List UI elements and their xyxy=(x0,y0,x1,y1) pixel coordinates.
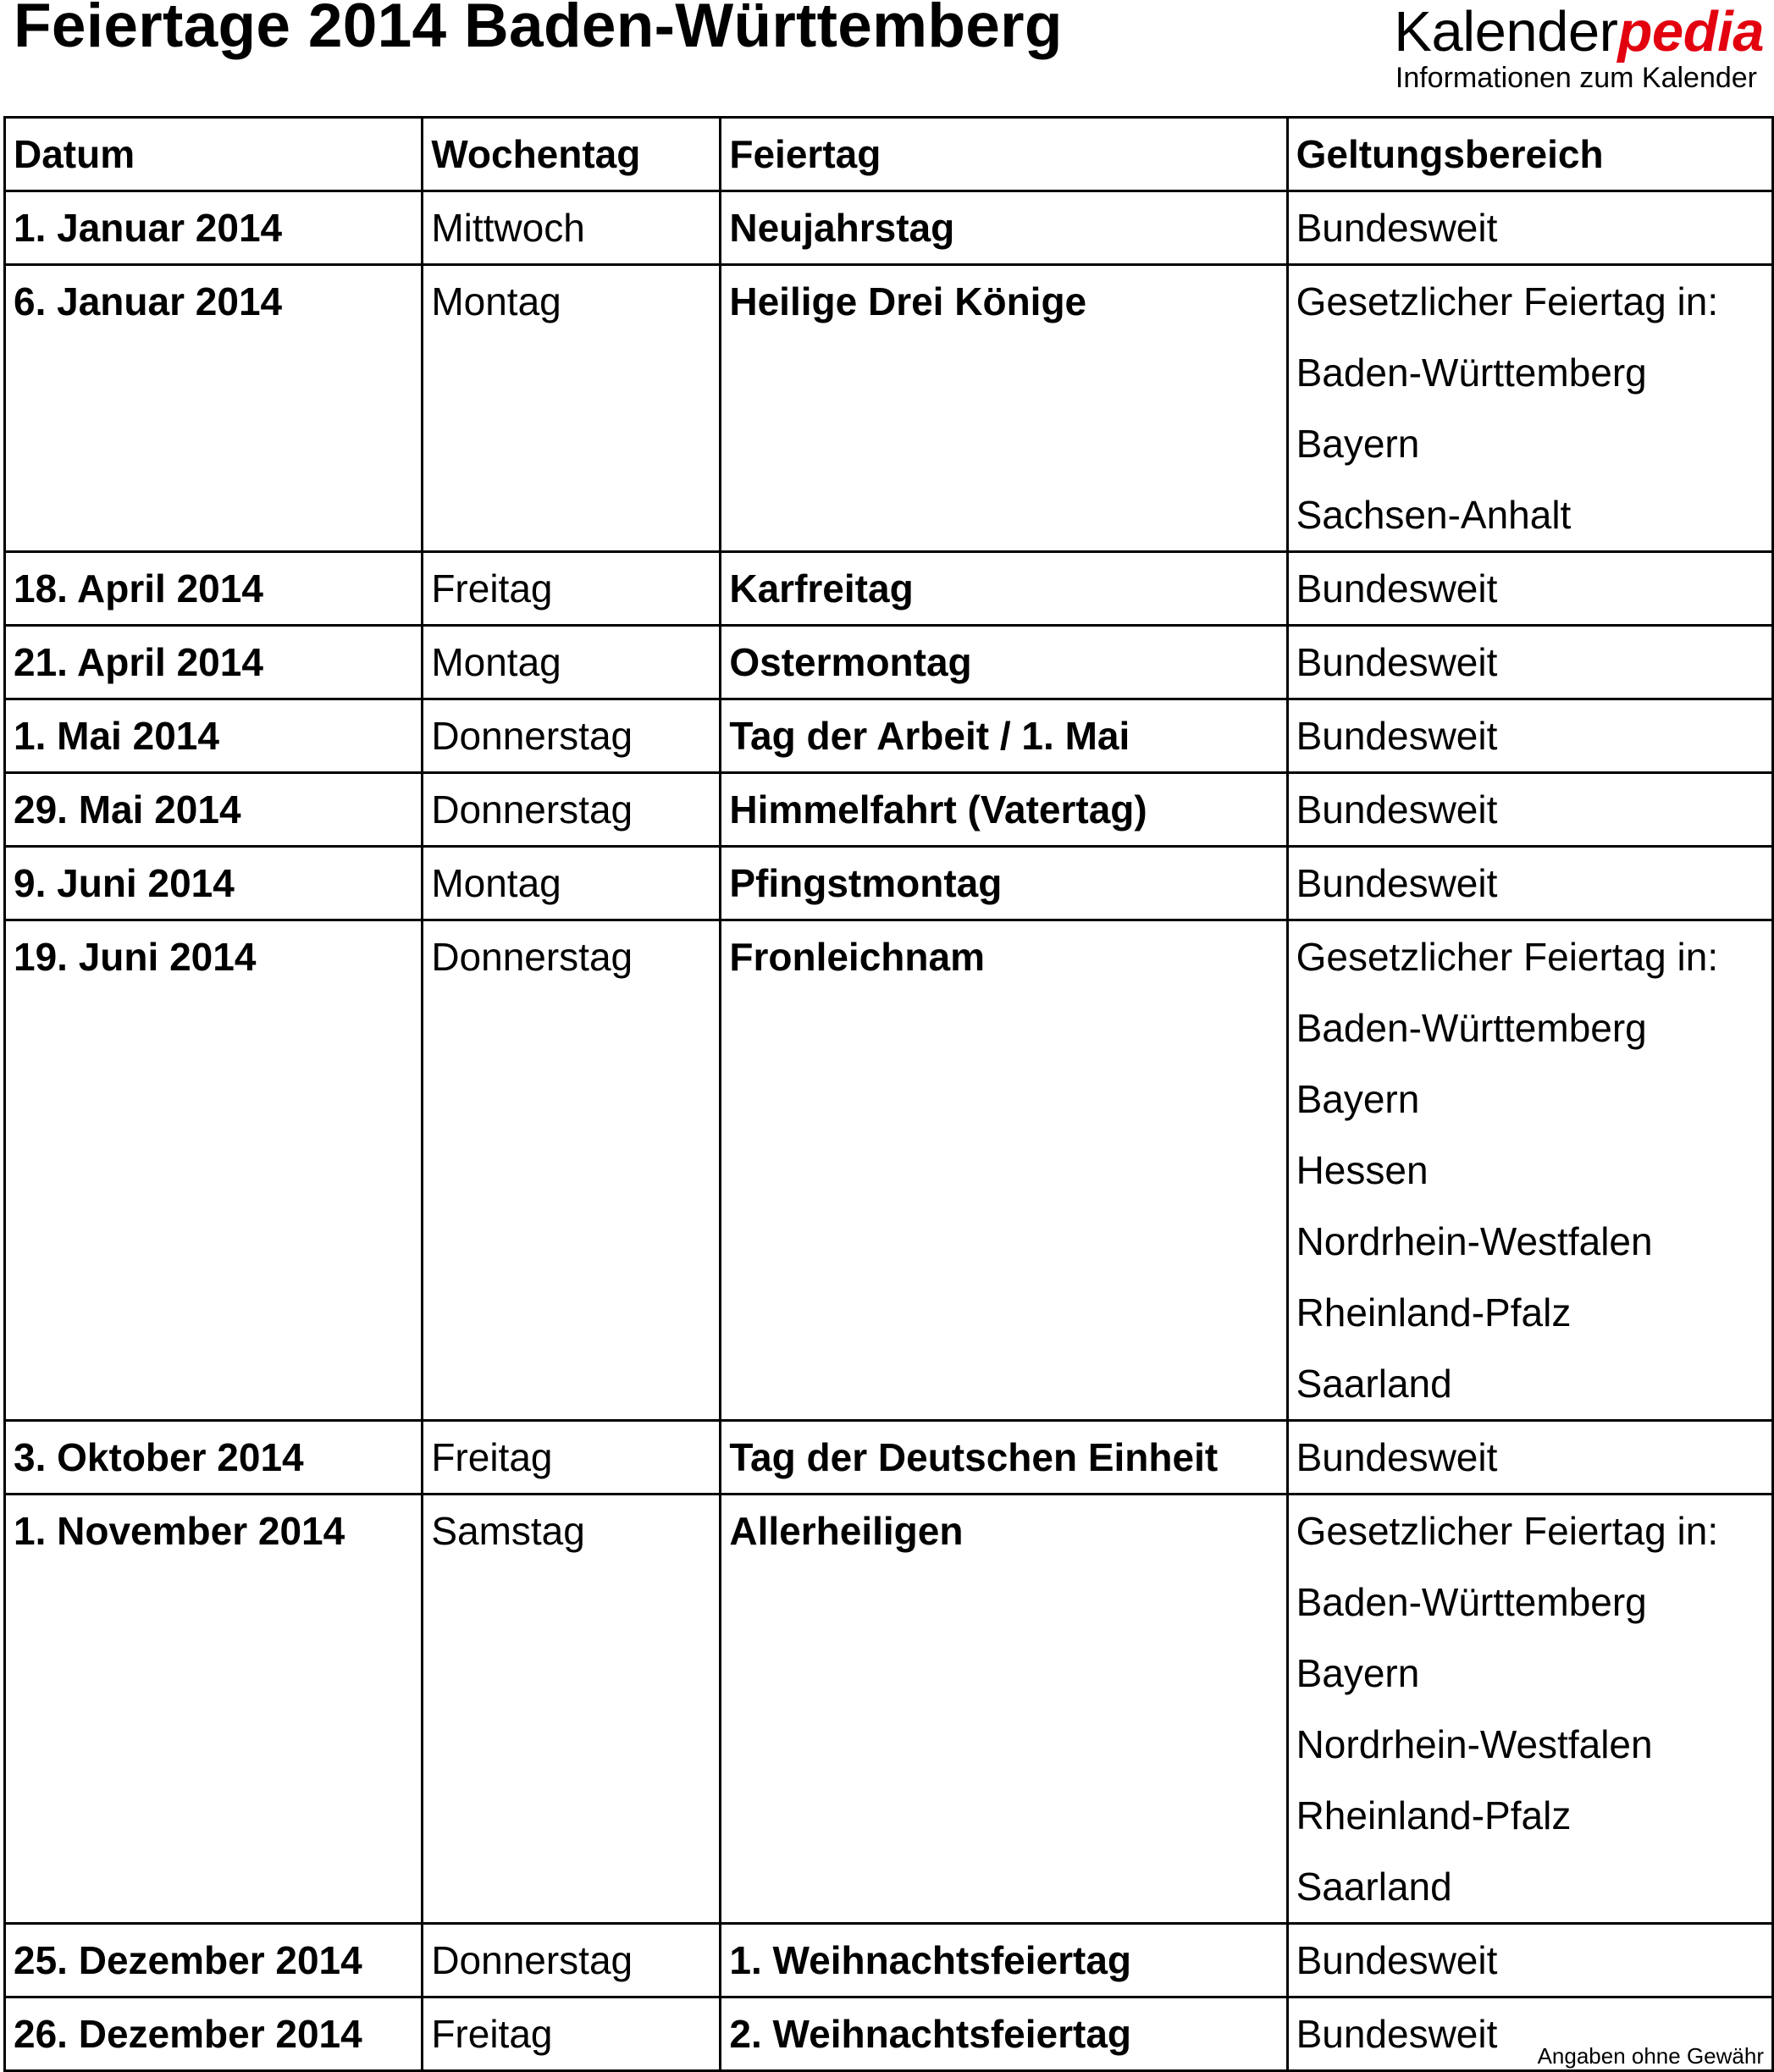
holiday-name-cell-text: Tag der Deutschen Einheit xyxy=(729,1435,1219,1479)
scope-line: Bundesweit xyxy=(1296,787,1498,832)
date-cell-text: 18. April 2014 xyxy=(14,566,263,611)
header-cell-feiertag xyxy=(721,118,1287,191)
holiday-name-cell xyxy=(721,1997,1287,2071)
table-row xyxy=(5,191,1773,265)
scope-line: Saarland xyxy=(1296,1865,1452,1909)
date-cell-text: 1. Mai 2014 xyxy=(14,714,219,758)
weekday-cell-text: Mittwoch xyxy=(431,206,585,250)
holiday-name-cell-text: Ostermontag xyxy=(729,640,972,684)
scope-cell xyxy=(1287,191,1772,265)
scope-line: Baden-Württemberg xyxy=(1296,1580,1647,1624)
holiday-name-cell-text: Karfreitag xyxy=(729,566,914,611)
scope-line: Bundesweit xyxy=(1296,714,1498,758)
scope-line: Rheinland-Pfalz xyxy=(1296,1290,1572,1334)
header-label-wochentag: Wochentag xyxy=(431,132,641,176)
header-label-geltungsbereich: Geltungsbereich xyxy=(1296,132,1604,176)
weekday-cell-text: Samstag xyxy=(431,1509,585,1553)
date-cell xyxy=(5,626,423,699)
logo-kalender-text: Kalender xyxy=(1394,0,1618,64)
scope-cell xyxy=(1287,1495,1772,1924)
holiday-name-cell-text: Fronleichnam xyxy=(729,935,985,979)
scope-line: Bundesweit xyxy=(1296,206,1498,250)
weekday-cell-text: Montag xyxy=(431,640,561,684)
date-cell-text: 29. Mai 2014 xyxy=(14,787,241,832)
header-cell-wochentag xyxy=(423,118,721,191)
logo-tagline: Informationen zum Kalender xyxy=(1395,62,1757,94)
holiday-name-cell-text: Allerheiligen xyxy=(729,1509,964,1553)
weekday-cell xyxy=(423,1924,721,1997)
scope-line: Bundesweit xyxy=(1296,1938,1498,1982)
weekday-cell xyxy=(423,265,721,552)
scope-line: Bayern xyxy=(1296,1077,1420,1121)
date-cell xyxy=(5,847,423,920)
weekday-cell-text: Donnerstag xyxy=(431,935,633,979)
scope-line: Gesetzlicher Feiertag in: xyxy=(1296,1509,1719,1553)
table-row xyxy=(5,1421,1773,1495)
header-cell-datum xyxy=(5,118,423,191)
scope-line: Baden-Württemberg xyxy=(1296,351,1647,395)
weekday-cell-text: Montag xyxy=(431,861,561,905)
date-cell-text: 25. Dezember 2014 xyxy=(14,1938,362,1982)
table-row xyxy=(5,920,1773,1421)
weekday-cell-text: Freitag xyxy=(431,1435,553,1479)
logo-pedia-text: pedia xyxy=(1617,0,1764,64)
holiday-name-cell-text: Pfingstmontag xyxy=(729,861,1003,905)
table-header-row xyxy=(5,118,1773,191)
scope-line: Nordrhein-Westfalen xyxy=(1296,1722,1653,1766)
scope-cell xyxy=(1287,699,1772,773)
date-cell xyxy=(5,191,423,265)
holiday-name-cell xyxy=(721,773,1287,847)
date-cell xyxy=(5,1495,423,1924)
date-cell-text: 1. Januar 2014 xyxy=(14,206,283,250)
table-row xyxy=(5,847,1773,920)
date-cell-text: 3. Oktober 2014 xyxy=(14,1435,304,1479)
table-row xyxy=(5,1495,1773,1924)
weekday-cell xyxy=(423,920,721,1421)
scope-line: Sachsen-Anhalt xyxy=(1296,493,1572,537)
date-cell xyxy=(5,1997,423,2071)
header-cell-geltungsbereich xyxy=(1287,118,1772,191)
scope-cell xyxy=(1287,847,1772,920)
holiday-name-cell xyxy=(721,1421,1287,1495)
weekday-cell-text: Donnerstag xyxy=(431,714,633,758)
kalenderpedia-logo[interactable] xyxy=(1394,0,1764,94)
weekday-cell xyxy=(423,626,721,699)
page-title: Feiertage 2014 Baden-Württemberg xyxy=(14,0,1063,60)
date-cell xyxy=(5,773,423,847)
date-cell xyxy=(5,1924,423,1997)
holiday-name-cell-text: Himmelfahrt (Vatertag) xyxy=(729,787,1147,832)
scope-line: Gesetzlicher Feiertag in: xyxy=(1296,279,1719,323)
weekday-cell xyxy=(423,191,721,265)
table-row xyxy=(5,265,1773,552)
holiday-name-cell-text: Neujahrstag xyxy=(729,206,955,250)
scope-line: Bundesweit xyxy=(1296,861,1498,905)
weekday-cell xyxy=(423,1997,721,2071)
holiday-table-body xyxy=(5,118,1773,2071)
weekday-cell xyxy=(423,552,721,626)
holiday-name-cell xyxy=(721,1495,1287,1924)
holiday-name-cell xyxy=(721,920,1287,1421)
scope-line: Bundesweit xyxy=(1296,566,1498,611)
holiday-name-cell xyxy=(721,191,1287,265)
weekday-cell xyxy=(423,847,721,920)
holiday-name-cell-text: Heilige Drei Könige xyxy=(729,279,1087,323)
table-row xyxy=(5,1924,1773,1997)
header-label-datum: Datum xyxy=(14,132,135,176)
holiday-name-cell xyxy=(721,626,1287,699)
scope-cell xyxy=(1287,920,1772,1421)
weekday-cell-text: Donnerstag xyxy=(431,787,633,832)
date-cell-text: 6. Januar 2014 xyxy=(14,279,283,323)
holiday-name-cell xyxy=(721,265,1287,552)
holiday-table xyxy=(3,116,1774,2072)
scope-line: Nordrhein-Westfalen xyxy=(1296,1219,1653,1263)
table-row xyxy=(5,1997,1773,2071)
scope-cell xyxy=(1287,1421,1772,1495)
scope-line: Bundesweit xyxy=(1296,640,1498,684)
date-cell xyxy=(5,920,423,1421)
scope-line: Baden-Württemberg xyxy=(1296,1006,1647,1050)
date-cell-text: 21. April 2014 xyxy=(14,640,263,684)
table-row xyxy=(5,699,1773,773)
scope-cell xyxy=(1287,1924,1772,1997)
weekday-cell xyxy=(423,1495,721,1924)
date-cell-text: 1. November 2014 xyxy=(14,1509,345,1553)
scope-line: Hessen xyxy=(1296,1148,1429,1192)
holiday-name-cell-text: 1. Weihnachtsfeiertag xyxy=(729,1938,1131,1982)
date-cell xyxy=(5,552,423,626)
holiday-name-cell-text: 2. Weihnachtsfeiertag xyxy=(729,2012,1131,2056)
logo-wordmark xyxy=(1394,0,1764,64)
header-label-feiertag: Feiertag xyxy=(729,132,881,176)
scope-cell xyxy=(1287,773,1772,847)
disclaimer-footnote: Angaben ohne Gewähr xyxy=(1537,2043,1764,2069)
scope-cell xyxy=(1287,265,1772,552)
scope-line: Bundesweit xyxy=(1296,2012,1498,2056)
weekday-cell-text: Montag xyxy=(431,279,561,323)
scope-cell xyxy=(1287,552,1772,626)
weekday-cell xyxy=(423,699,721,773)
scope-line: Bundesweit xyxy=(1296,1435,1498,1479)
date-cell-text: 19. Juni 2014 xyxy=(14,935,257,979)
date-cell xyxy=(5,699,423,773)
weekday-cell-text: Freitag xyxy=(431,2012,553,2056)
holiday-name-cell xyxy=(721,847,1287,920)
weekday-cell-text: Freitag xyxy=(431,566,553,611)
holiday-name-cell-text: Tag der Arbeit / 1. Mai xyxy=(729,714,1130,758)
weekday-cell-text: Donnerstag xyxy=(431,1938,633,1982)
scope-line: Bayern xyxy=(1296,1651,1420,1695)
scope-line: Gesetzlicher Feiertag in: xyxy=(1296,935,1719,979)
scope-line: Bayern xyxy=(1296,422,1420,466)
scope-line: Saarland xyxy=(1296,1362,1452,1406)
holiday-name-cell xyxy=(721,699,1287,773)
table-row xyxy=(5,552,1773,626)
weekday-cell xyxy=(423,773,721,847)
date-cell xyxy=(5,1421,423,1495)
holiday-name-cell xyxy=(721,1924,1287,1997)
date-cell xyxy=(5,265,423,552)
date-cell-text: 9. Juni 2014 xyxy=(14,861,235,905)
weekday-cell xyxy=(423,1421,721,1495)
date-cell-text: 26. Dezember 2014 xyxy=(14,2012,362,2056)
table-row xyxy=(5,626,1773,699)
holiday-name-cell xyxy=(721,552,1287,626)
scope-cell xyxy=(1287,626,1772,699)
table-row xyxy=(5,773,1773,847)
scope-line: Rheinland-Pfalz xyxy=(1296,1793,1572,1837)
